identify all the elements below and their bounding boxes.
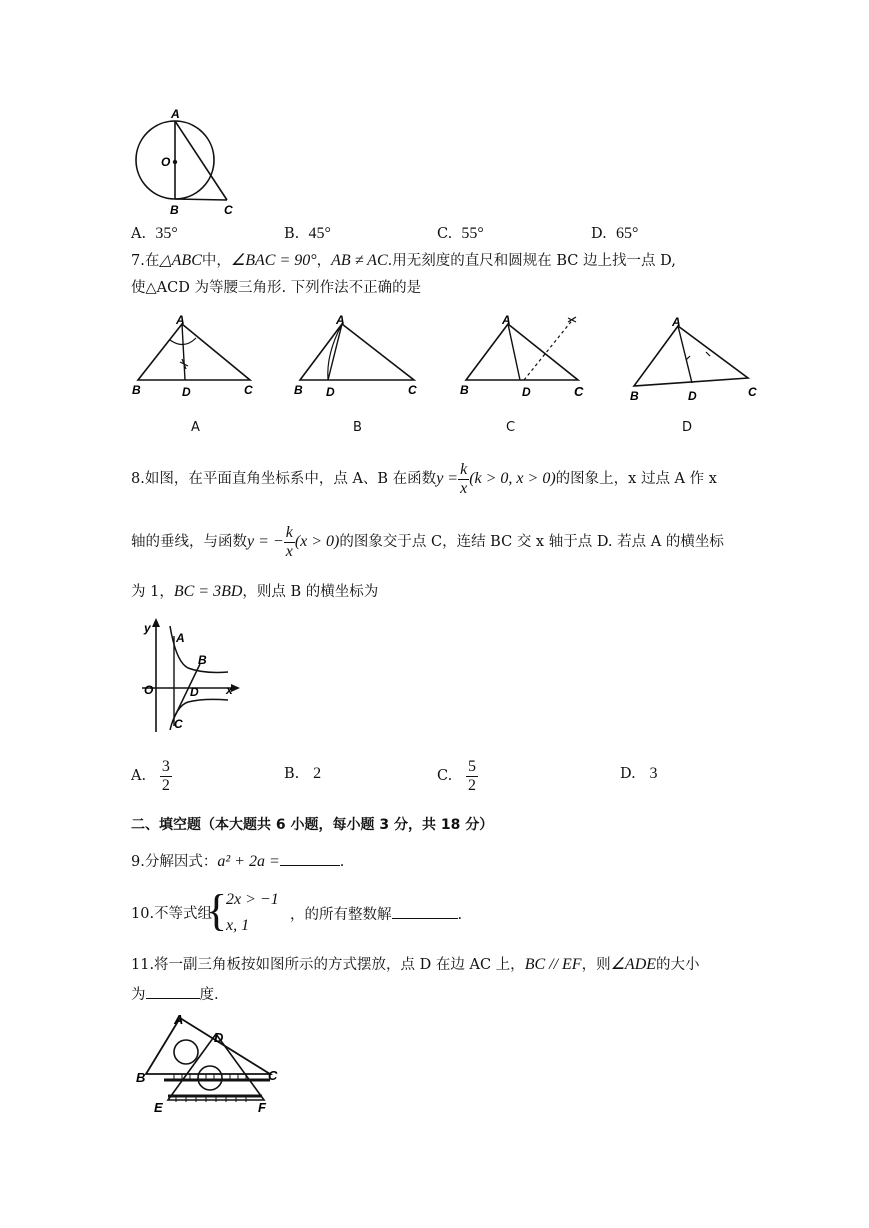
q8-line2: 轴的垂线，与函数y = − $\frac{k}{x}$ (x > 0)的图象交于点 C，连结 BC 交 x 轴于点 D. 若点 A 的横坐标 [131, 523, 724, 560]
svg-text:F: F [258, 1100, 266, 1115]
svg-text:B: B [460, 383, 469, 397]
q7-figure-label-d: D [682, 420, 693, 435]
q8-option-b: B. 2 [284, 765, 322, 782]
svg-text:O: O [161, 155, 171, 169]
svg-text:E: E [154, 1100, 163, 1115]
q8-option-d: D. 3 [620, 765, 658, 782]
q11-line1: 11.将一副三角板按如图所示的方式摆放，点 D 在边 AC 上，BC // EF，则∠ADE的大小 [131, 956, 700, 973]
svg-text:B: B [198, 653, 207, 667]
q8-line3: 为 1，BC = 3BD，则点 B 的横坐标为 [131, 583, 379, 600]
svg-text:x: x [226, 683, 233, 697]
q7-figure-c [458, 312, 593, 404]
q6-option-b: B. 45° [284, 225, 331, 242]
svg-text:B: B [630, 389, 639, 403]
q10-answer-blank[interactable] [392, 904, 458, 919]
q7-figure-label-c: C [506, 420, 516, 435]
svg-text:A: A [174, 1012, 184, 1027]
q10-suffix: ，的所有整数解 . [290, 904, 462, 925]
q10-brace: { [206, 886, 228, 935]
q11-set-square-figure [134, 1010, 284, 1115]
svg-text:A: A [672, 316, 681, 329]
q8-coordinate-figure [138, 614, 248, 736]
q8-line1: 8.如图，在平面直角坐标系中，点 A、B 在函数y = $\frac{k}{x}$ (k > 0, x > 0)的图象上，x 过点 A 作 x [131, 460, 717, 497]
svg-text:D: D [688, 389, 697, 403]
q7-figure-label-a: A [191, 420, 200, 435]
q10-row1: 2x > −1 [226, 891, 279, 908]
svg-text:B: B [170, 203, 179, 217]
svg-text:D: D [326, 385, 335, 399]
svg-text:C: C [268, 1068, 278, 1083]
q7-figure-b [292, 314, 422, 404]
svg-text:A: A [176, 314, 185, 327]
svg-text:C: C [174, 717, 183, 731]
svg-text:y: y [144, 621, 151, 635]
q11-line2: 为 度. [131, 984, 219, 1005]
q7-line2: 使△ACD 为等腰三角形. 下列作法不正确的是 [131, 280, 422, 296]
q6-option-c: C. 55° [437, 225, 484, 242]
svg-text:A: A [502, 313, 511, 327]
q9-line: 9.分解因式：a² + 2a = . [131, 853, 345, 870]
svg-text:D: D [190, 685, 199, 699]
q8-option-a: A. $\frac{3}{2}$ [131, 757, 170, 794]
q7-figure-d [626, 316, 766, 406]
svg-text:B: B [132, 383, 141, 397]
q9-answer-blank[interactable] [280, 851, 340, 866]
q11-answer-blank[interactable] [146, 984, 200, 999]
svg-text:C: C [244, 383, 253, 397]
svg-text:O: O [144, 683, 154, 697]
svg-text:C: C [574, 384, 584, 399]
svg-text:D: D [182, 385, 191, 399]
section-title: 二、填空题（本大题共 6 小题，每小题 3 分，共 18 分） [131, 817, 494, 833]
q7-figure-a [130, 314, 260, 404]
q6-option-d: D. 65° [591, 225, 639, 242]
svg-text:A: A [336, 314, 345, 327]
svg-text:C: C [408, 383, 417, 397]
svg-text:C: C [748, 385, 757, 399]
q6-option-a: A. 35° [131, 225, 178, 242]
q10-row2: x, 1 [226, 917, 250, 934]
q7-figure-label-b: B [353, 420, 362, 435]
svg-text:B: B [294, 383, 303, 397]
svg-text:C: C [224, 203, 233, 217]
q6-circle-figure [128, 104, 248, 220]
svg-text:B: B [136, 1070, 146, 1085]
svg-text:D: D [214, 1030, 224, 1045]
svg-text:A: A [176, 631, 185, 645]
q8-option-c: C. $\frac{5}{2}$ [437, 757, 477, 794]
q10-prefix: 10.不等式组 [131, 906, 213, 922]
svg-text:A: A [171, 107, 180, 121]
q7-line1: 7.在△ABC中，∠BAC = 90°，AB ≠ AC.用无刻度的直尺和圆规在 BC 边上找一点 D, [131, 252, 676, 269]
svg-text:D: D [522, 385, 531, 399]
